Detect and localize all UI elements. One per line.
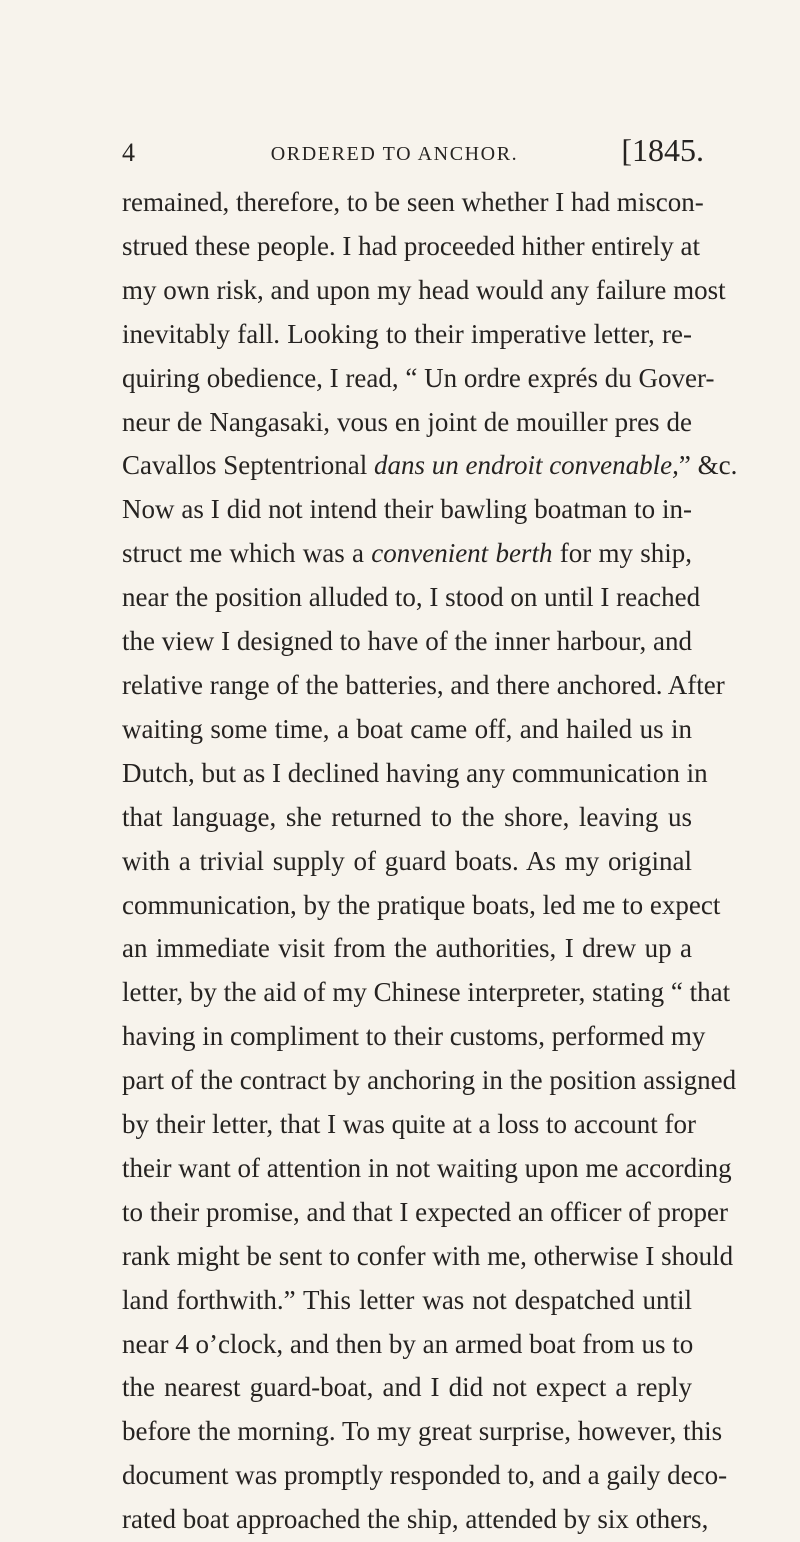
running-title: ORDERED TO ANCHOR.	[270, 143, 519, 165]
text-segment: Cavallos Septentrional	[122, 450, 374, 481]
text-line	[122, 225, 701, 269]
italic-text: convenient berth	[371, 538, 553, 569]
text-line	[122, 488, 692, 532]
text-segment: with a trivial supply of guard boats. As my original	[122, 845, 692, 876]
text-line	[122, 971, 731, 1015]
text-line	[122, 1191, 729, 1235]
text-line	[122, 357, 715, 401]
text-segment: the nearest guard-boat, and I did not expect a reply	[122, 1372, 692, 1403]
italic-text: dans un endroit convenable,	[373, 450, 679, 481]
text-segment: waiting some time, a boat came off, and hailed us in	[122, 713, 692, 744]
text-segment: for my ship,	[552, 538, 692, 569]
text-line	[122, 576, 701, 620]
text-line	[122, 1498, 709, 1542]
text-segment: letter, by the aid of my Chinese interpreter, stating “ that	[122, 977, 731, 1008]
text-segment: that language, she returned to the shore, leaving us	[122, 801, 692, 832]
text-segment: inevitably fall. Looking to their imperative letter, re-	[122, 318, 692, 349]
text-line	[122, 1366, 692, 1410]
text-segment: near the position alluded to, I stood on until I reached	[122, 582, 701, 613]
text-segment: my own risk, and upon my head would any failure most	[122, 274, 726, 305]
text-line	[122, 269, 726, 313]
text-line	[122, 708, 692, 752]
text-line	[122, 313, 692, 357]
page-number: 4	[122, 138, 135, 167]
text-line	[122, 1410, 723, 1454]
text-line	[122, 1323, 692, 1367]
text-segment: Dutch, but as I declined having any communication in	[122, 757, 708, 788]
year-marker: [1845.	[621, 132, 704, 168]
text-line	[122, 752, 708, 796]
text-line	[122, 620, 692, 664]
text-segment: document was promptly responded to, and a gaily deco-	[122, 1460, 728, 1491]
text-segment: neur de Nangasaki, vous en joint de mouiller pres de	[122, 406, 692, 437]
text-line	[122, 1235, 734, 1279]
text-segment: communication, by the pratique boats, led me to expect	[122, 889, 721, 920]
text-segment: quiring obedience, I read, “ Un ordre exprés du Gover-	[122, 362, 715, 393]
text-segment: relative range of the batteries, and there anchored. After	[122, 669, 725, 700]
text-segment: part of the contract by anchoring in the position assigned	[122, 1065, 737, 1096]
text-line	[122, 1015, 706, 1059]
text-line	[122, 401, 692, 445]
text-line	[122, 884, 721, 928]
text-segment: strued these people. I had proceeded hither entirely at	[122, 230, 701, 261]
text-segment: an immediate visit from the authorities, I drew up a	[122, 933, 692, 964]
text-segment: by their letter, that I was quite at a loss to account for	[122, 1109, 696, 1140]
text-segment: ” &c.	[678, 450, 738, 481]
text-line	[122, 927, 692, 971]
text-segment: near 4 o’clock, and then by an armed boat from us to	[122, 1328, 694, 1359]
text-line	[122, 840, 692, 884]
text-line	[122, 532, 692, 576]
text-line	[122, 664, 725, 708]
text-segment: their want of attention in not waiting upon me according	[122, 1152, 732, 1183]
text-segment: remained, therefore, to be seen whether I had miscon-	[122, 187, 704, 217]
text-line	[122, 181, 704, 225]
text-segment: rank might be sent to confer with me, otherwise I should	[122, 1240, 734, 1271]
text-line	[122, 1147, 732, 1191]
text-segment: having in compliment to their customs, performed my	[122, 1021, 706, 1052]
text-segment: Now as I did not intend their bawling boatman to in-	[122, 494, 692, 525]
text-line	[122, 1279, 692, 1323]
text-segment: land forthwith.” This letter was not despatched until	[122, 1284, 692, 1315]
text-segment: the view I designed to have of the inner harbour, and	[122, 626, 692, 657]
text-segment: before the morning. To my great surprise, however, this	[122, 1416, 723, 1447]
text-line	[122, 1454, 728, 1498]
body-text	[122, 181, 738, 1542]
text-segment: struct me which was a	[122, 538, 372, 569]
text-segment: rated boat approached the ship, attended by six others,	[122, 1504, 709, 1535]
text-line	[122, 796, 692, 840]
text-line	[122, 1103, 696, 1147]
text-segment: to their promise, and that I expected an officer of proper	[122, 1196, 729, 1227]
running-head	[122, 132, 704, 172]
text-line	[122, 444, 738, 488]
text-line	[122, 1059, 737, 1103]
